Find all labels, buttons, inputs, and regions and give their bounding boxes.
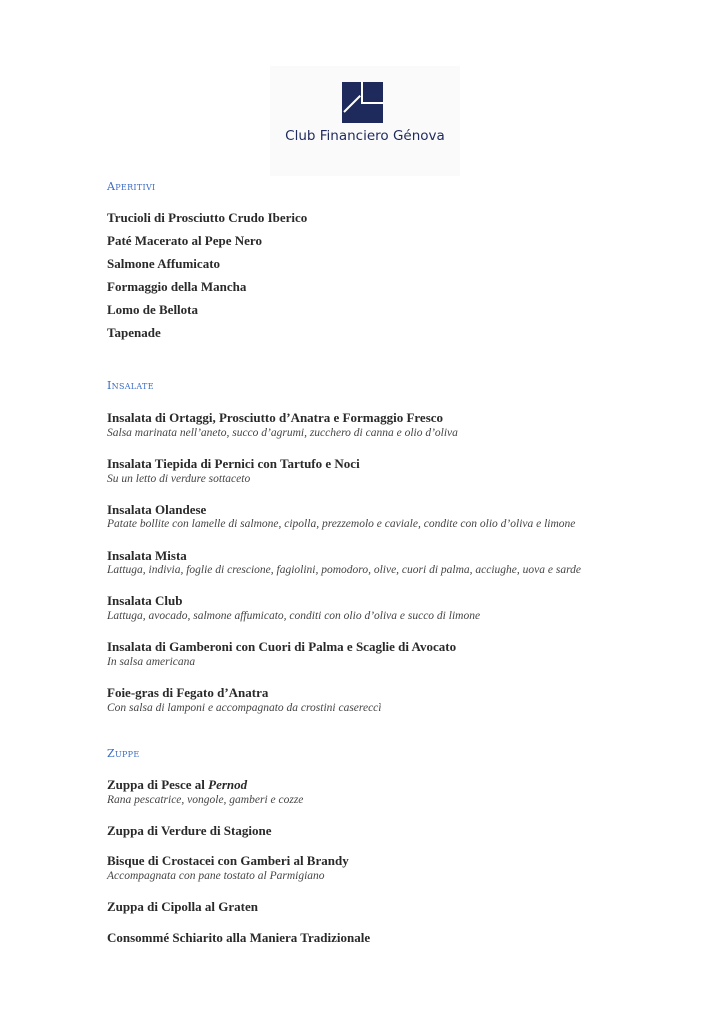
- menu-item-name: Zuppa di Pesce al: [107, 777, 205, 792]
- section-title-insalate: Insalate: [107, 379, 154, 392]
- menu-item: Formaggio della Mancha: [107, 279, 247, 294]
- menu-item: Insalata Tiepida di Pernici con Tartufo e Noci: [107, 456, 360, 471]
- menu-item: [107, 777, 247, 793]
- menu-item: Tapenade: [107, 325, 161, 340]
- menu-item: Foie-gras di Fegato d’Anatra: [107, 685, 269, 700]
- menu-item: Insalata di Ortaggi, Prosciutto d’Anatra e Formaggio Fresco: [107, 410, 444, 425]
- menu-item-description: Accompagnata con pane tostato al Parmigiano: [107, 870, 325, 882]
- menu-item: Trucioli di Prosciutto Crudo Iberico: [107, 210, 308, 225]
- menu-item: Insalata Mista: [107, 548, 187, 563]
- menu-item: Salmone Affumicato: [107, 256, 221, 271]
- club-logo: [270, 66, 460, 176]
- section-title-aperitivi: Aperitivi: [107, 180, 156, 193]
- menu-item: Lomo de Bellota: [107, 302, 198, 317]
- menu-item-description: Lattuga, indivia, foglie di crescione, fagiolini, pomodoro, olive, cuori di palma, acciughe, uova e sarde: [107, 564, 581, 576]
- menu-item-description: Con salsa di lamponi e accompagnato da crostini casereccì: [107, 702, 382, 714]
- menu-item-description: Rana pescatrice, vongole, gamberi e cozze: [107, 794, 304, 806]
- logo-mark-icon: [342, 82, 383, 123]
- menu-item-description: Salsa marinata nell’aneto, succo d’agrumi, zucchero di canna e olio d’oliva: [107, 427, 458, 439]
- menu-item-description: In salsa americana: [107, 656, 196, 668]
- menu-item-name-emphasis: Pernod: [208, 777, 248, 792]
- menu-item-description: Su un letto di verdure sottaceto: [107, 473, 251, 485]
- section-title-zuppe: Zuppe: [107, 747, 140, 760]
- menu-item: Zuppa di Verdure di Stagione: [107, 823, 272, 838]
- menu-item: Zuppa di Cipolla al Graten: [107, 899, 258, 914]
- menu-item: Consommé Schiarito alla Maniera Tradizionale: [107, 930, 371, 945]
- menu-item-description: Patate bollite con lamelle di salmone, cipolla, prezzemolo e caviale, condite con olio d’oliva e limone: [107, 518, 576, 530]
- menu-item: Insalata di Gamberoni con Cuori di Palma e Scaglie di Avocato: [107, 639, 457, 654]
- menu-item: Insalata Olandese: [107, 502, 207, 517]
- menu-item: Bisque di Crostacei con Gamberi al Brandy: [107, 853, 349, 868]
- menu-item-description: Lattuga, avocado, salmone affumicato, conditi con olio d’oliva e succo di limone: [107, 610, 481, 622]
- menu-item: Paté Macerato al Pepe Nero: [107, 233, 262, 248]
- menu-item: Insalata Club: [107, 593, 183, 608]
- logo-text: Club Financiero Génova: [285, 128, 445, 144]
